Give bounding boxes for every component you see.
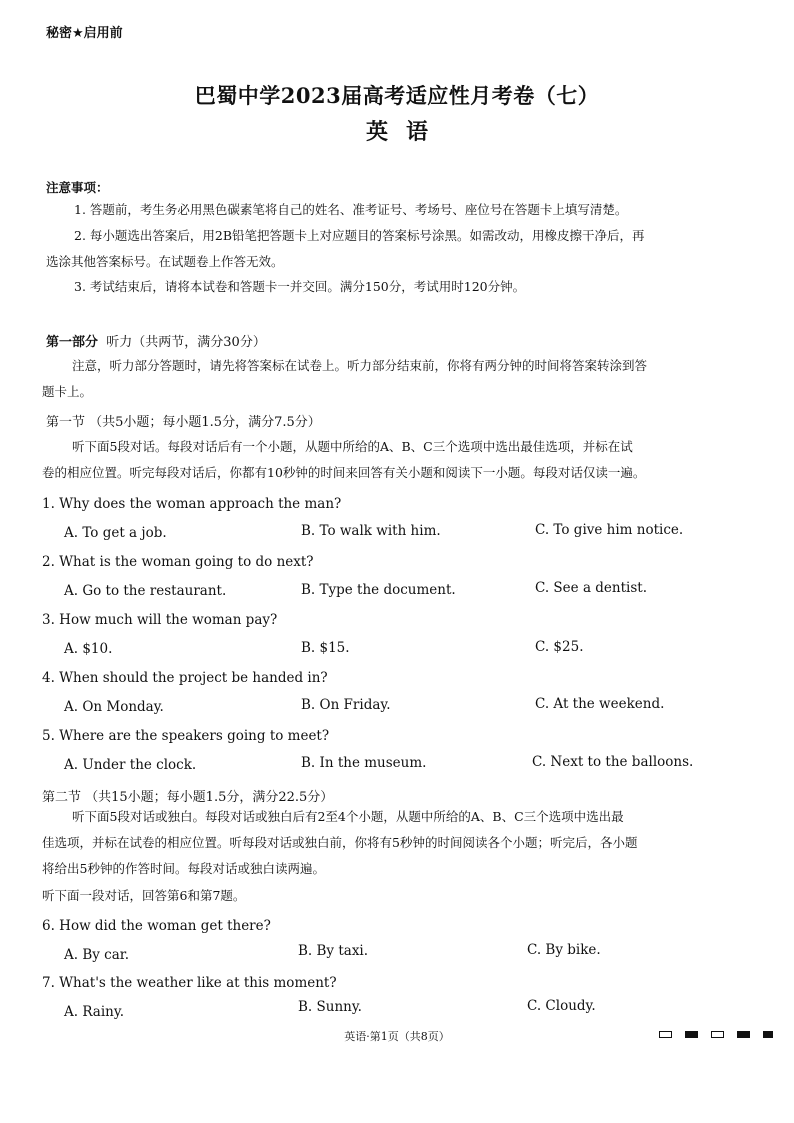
question-2-option-a: A. Go to the restaurant.	[64, 583, 227, 599]
section1-title: 第一节 （共5小题；每小题1.5分，满分7.5分）	[46, 415, 321, 430]
part1-title: 第一部分	[46, 335, 99, 350]
part1-title-rest: 听力（共两节，满分30分）	[106, 335, 266, 350]
section2-intro-line-2: 佳选项，并标在试卷的相应位置。听每段对话或独白前，你将有5秒钟的时间阅读各个小题；听完后，各小题	[42, 835, 638, 850]
question-7-option-c: C. Cloudy.	[527, 998, 596, 1014]
section1-intro-line-1: 听下面5段对话。每段对话后有一个小题，从题中所给的A、B、C三个选项中选出最佳选项，并标在试	[72, 439, 633, 454]
question-1-option-c: C. To give him notice.	[535, 522, 684, 538]
question-6-stem: 6. How did the woman get there?	[42, 918, 271, 934]
question-7-option-b: B. Sunny.	[298, 999, 362, 1015]
scan-marks	[659, 1031, 773, 1038]
scan-mark-filled	[737, 1031, 750, 1038]
question-4-option-a: A. On Monday.	[64, 699, 164, 715]
question-6-option-b: B. By taxi.	[298, 943, 369, 959]
question-1-option-b: B. To walk with him.	[301, 523, 441, 539]
notes-heading: 注意事项：	[46, 180, 109, 195]
scan-mark-filled	[685, 1031, 698, 1038]
scan-mark-filled	[763, 1031, 773, 1038]
exam-title: 巴蜀中学2023届高考适应性月考卷（七）	[194, 83, 600, 108]
part1-note-line-1: 注意，听力部分答题时，请先将答案标在试卷上。听力部分结束前，你将有两分钟的时间将答案转涂到答	[72, 358, 648, 373]
question-3-stem: 3. How much will the woman pay?	[42, 612, 278, 628]
question-6-option-a: A. By car.	[64, 947, 130, 963]
question-4-option-c: C. At the weekend.	[535, 696, 665, 712]
question-2-option-b: B. Type the document.	[301, 582, 456, 598]
note-item-3: 3. 考试结束后，请将本试卷和答题卡一并交回。满分150分，考试用时120分钟。	[74, 279, 526, 294]
scan-mark-hollow	[659, 1031, 672, 1038]
question-5-stem: 5. Where are the speakers going to meet?	[42, 728, 330, 744]
subject-title: 英语	[365, 119, 446, 145]
part1-note-line-2: 题卡上。	[42, 384, 93, 399]
question-4-option-b: B. On Friday.	[301, 697, 391, 713]
section2-sub-intro: 听下面一段对话，回答第6和第7题。	[42, 888, 246, 903]
note-item-1: 1. 答题前，考生务必用黑色碳素笔将自己的姓名、准考证号、考场号、座位号在答题卡上填写清楚。	[74, 202, 628, 217]
page-footer: 英语·第1页（共8页）	[344, 1030, 450, 1043]
part1-heading	[46, 331, 266, 350]
question-1-option-a: A. To get a job.	[64, 525, 167, 541]
section2-intro-line-3: 将给出5秒钟的作答时间。每段对话或独白读两遍。	[42, 861, 325, 876]
question-2-option-c: C. See a dentist.	[535, 580, 648, 596]
question-4-stem: 4. When should the project be handed in?	[42, 670, 328, 686]
question-3-option-c: C. $25.	[535, 639, 584, 655]
question-5-option-b: B. In the museum.	[301, 755, 427, 771]
secret-label: 秘密★启用前	[46, 26, 123, 41]
question-7-option-a: A. Rainy.	[64, 1004, 124, 1020]
note-item-2-line-2: 选涂其他答案标号。在试题卷上作答无效。	[46, 254, 284, 269]
question-5-option-c: C. Next to the balloons.	[532, 754, 694, 770]
question-3-option-a: A. $10.	[64, 641, 113, 657]
question-3-option-b: B. $15.	[301, 640, 350, 656]
section2-intro-line-1: 听下面5段对话或独白。每段对话或独白后有2至4个小题，从题中所给的A、B、C三个选项中选出最	[72, 809, 624, 824]
question-1-stem: 1. Why does the woman approach the man?	[42, 496, 342, 512]
note-item-2-line-1: 2. 每小题选出答案后，用2B铅笔把答题卡上对应题目的答案标号涂黑。如需改动，用橡皮擦干净后，再	[74, 228, 645, 243]
question-7-stem: 7. What's the weather like at this moment?	[42, 975, 337, 991]
section1-intro-line-2: 卷的相应位置。听完每段对话后，你都有10秒钟的时间来回答有关小题和阅读下一小题。每段对话仅读一遍。	[42, 465, 646, 480]
scan-mark-hollow	[711, 1031, 724, 1038]
question-6-option-c: C. By bike.	[527, 942, 601, 958]
question-2-stem: 2. What is the woman going to do next?	[42, 554, 314, 570]
question-5-option-a: A. Under the clock.	[64, 757, 197, 773]
section2-title: 第二节 （共15小题；每小题1.5分，满分22.5分）	[42, 790, 334, 805]
